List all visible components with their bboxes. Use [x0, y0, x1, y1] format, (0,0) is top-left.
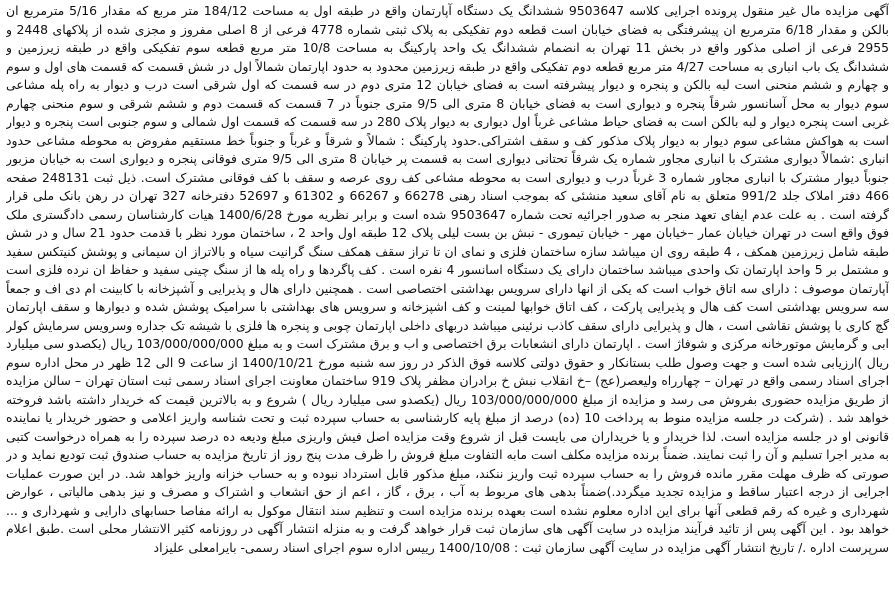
auction-notice-text: آگهی مزایده مال غیر منقول پرونده اجرایی کلاسه 9503647 ششدانگ یک دستگاه آپارتمان واقع در طبقه اول به مساحت 184/12 متر مربع که مقدار 5/16 مترمربع ان بالکن و مقدار 6/18 مترمربع ان پیشرفتگی به فضای خیابان است قطعه دوم تفکیکی به پلاک ثبتی شماره 4778 فرعی از 8 اصلی مفروز و مجزی شده از پلاکهای 2448 و 2955 فرعی از اصلی مذکور واقع در بخش 11 تهران به انضمام ششدانگ یک واحد پارکینگ به مساحت 10/8 متر مربع قطعه سوم تفکیکی واقع در طبقه زیرزمین و ششدانگ یک باب انباری به مساحت 4/27 متر مربع قطعه دوم تفکیکی واقع در طبقه زیرزمین محدود به حدود اپارتمان شمالاً اول در شش قسمت که قسمت های اول و سوم و چهارم و ششم منحنی است لبه بالکن و پنجره و دیوار پیشرفته است به فضای خیابان 12 متری دوم در سه قسمت که اول شرقی است درب و دیوار به راه پله مشاعی سوم دیوار به محل آسانسور شرقاً پنجره و دیواری است به فضای خیابان 8 متری الی 9/5 متری جنوباً در 7 قسمت که قسمت دوم و ششم شرقی و سوم منحنی چهارم غربی است پنجره دیوار و لبه بالکن است به فضای حیاط مشاعی غرباً اول دیواری به دیوار پلاک 280 در سه قسمت که قسمت اول شمالی و سوم جنوبی است پنجره و دیوار است به هواکش مشاعی سوم دیوار به دیوار پلاک مذکور کف و سقف اشتراکی.حدود پارکینگ : شمالاً و شرقاً و غرباً و جنوباً خط مستقیم مفروض به محوطه مشاعی حدود انباری :شمالاً دیواری مشترک با انباری مجاور شماره یک شرقاً تحتانی دیواری است به قسمت پر خیابان 8 متری الی 9/5 متری فوقانی پنجره و دیواری است به خیابان مزبور جنوباً دیوار مشترک با انباری مجاور شماره 3 غرباً درب و دیواری است به محوطه مشاعی کف روی عرصه و سقف با کف فوقانی مشترک است. ذیل ثبت 248131 صفحه 466 دفتر املاک جلد 991/2 متعلق به نام آقای سعید منشئی که بموجب اسناد رهنی 66278 و 66267 و 61302 و 52697 دفترخانه 327 تهران در رهن بانک ملی قرار گرفته است . به علت عدم ایفای تعهد منجر به صدور اجرائیه تحت شماره 9503647 شده است و برابر نظریه مورخ 1400/6/28 هیات کارشناسان رسمی دادگستری ملک فوق واقع است در تهران خیابان عمار –خیابان مهر - خیابان تیموری - نبش بن بست لیلی پلاک 12 طبقه اول واحد 2 ، ساختمان مورد نظر با قدمت حدود 21 سال و در شش طبقه شامل زیرزمین همکف ، 4 طبقه روی ان میباشد سازه ساختمان فلزی و نمای ان تا تراز سقف همکف سنگ گرانیت سیاه و بالاتراز ان سیمانی و پوشش کنیتکس سفید و مشتمل بر 5 واحد اپارتمان تک واحدی میباشد ساختمان دارای یک دستگاه اسانسور 4 نفره است . کف پاگردها و راه پله ها از سنگ چینی سفید و حفاظ ان نرده فلزی است آپارتمان موصوف : دارای سه اتاق خواب است که یکی از انها دارای سرویس بهداشتی اختصاصی است . همچنین دارای هال و پذیرایی و آشپزخانه با کابینت ام دی اف و جمعاً سه سرویس بهداشتی است کف هال و پذیرایی پارکت ، کف اتاق خوابها لمینت و کف اشپزخانه و سرویس های بهداشتی با سرامیک پوشش شده و دیوارها و سقف اپارتمان گچ کاری با پوشش نقاشی است ، هال و پذیرایی دارای سقف کاذب نرئینی میباشد دربهای داخلی اپارتمان چوبی و پنجره ها فلزی با شیشه تک جداره وسرویس سرمایش کولر ابی و گرمایش موتورخانه مرکزی و شوفاژ است . اپارتمان دارای انشعابات برق اختصاصی و اب و برق مشترک است و به مبلغ 103/000/000/000 ریال (یکصدو سی میلیارد ریال )ارزیابی شده است و جهت وصول طلب بستانکار و حقوق دولتی کلاسه فوق الذکر در روز سه شنبه مورخ 1400/10/21 از ساعت 9 الی 12 ظهر در محل اداره سوم اجرای اسناد رسمی واقع در تهران – چهارراه ولیعصر(عج) –خ انقلاب نبش خ برادران مظفر پلاک 919 ساختمان معاونت اجرای اسناد رسمی ثبت استان تهران – سالن مزایده از طریق مزایده حضوری بفروش می رسد و مزایده از مبلغ 103/000/000/000 ریال (یکصدو سی میلیارد ریال ) شروع و به بالاترین قیمت که خریدار داشته باشد فروخته خواهد شد . (شرکت در جلسه مزایده منوط به پرداخت 10 (ده) درصد از مبلغ پایه کارشناسی به حساب سپرده ثبت و تحت شناسه واریز اعلامی و حضور خریدار یا نماینده قانونی او در جلسه مزایده است. لذا خریدار و یا خریداران می بایست قبل از شروع وقت مزایده اصل فیش واریزی مبلغ ودیعه ده درصد سپرده را به همراه درخواست کتبی به مدیر اجرا تسلیم و آن را ثبت نمایند. ضمناً برنده مزایده مکلف است مابه التفاوت مبلغ فروش را ظرف مدت پنج روز از تاریخ مزایده به حساب صندوق ثبت تودیع نماید و در صورتی که ظرف مهلت مقرر مانده فروش را به حساب سپرده ثبت واریز ننکند، مبلغ مذکور قابل استرداد نبوده و به حساب خزانه واریز خواهد شد. در این صورت عملیات اجرایی از درجه اعتبار ساقط و مزایده تجدید میگردد.)ضمناً بدهی های مربوط به آب ، برق ، گاز ، اعم از حق انشعاب و اشتراک و مصرف و نیز بدهی مالیاتی ، عوارض شهرداری و غیره که رقم قطعی آنها برای این اداره معلوم نشده است بعهده برنده مزایده است و تنظیم سند انتقال موکول به ارائه مفاصا حسابهای دارایی و شهرداری و ... خواهد بود . این آگهی پس از تائید فرآیند مزایده در سایت آگهی های سازمان ثبت قرار خواهد گرفت و به منزله انتشار آگهی در روزنامه کثیر الانتشار محلی است .طبق اعلام سرپرست اداره ./ تاریخ انتشار آگهی مزایده در سایت آگهی سازمان ثبت : 1400/10/08 رییس اداره سوم اجرای اسناد رسمی- بایرامعلی علیزاد [6, 3, 889, 555]
